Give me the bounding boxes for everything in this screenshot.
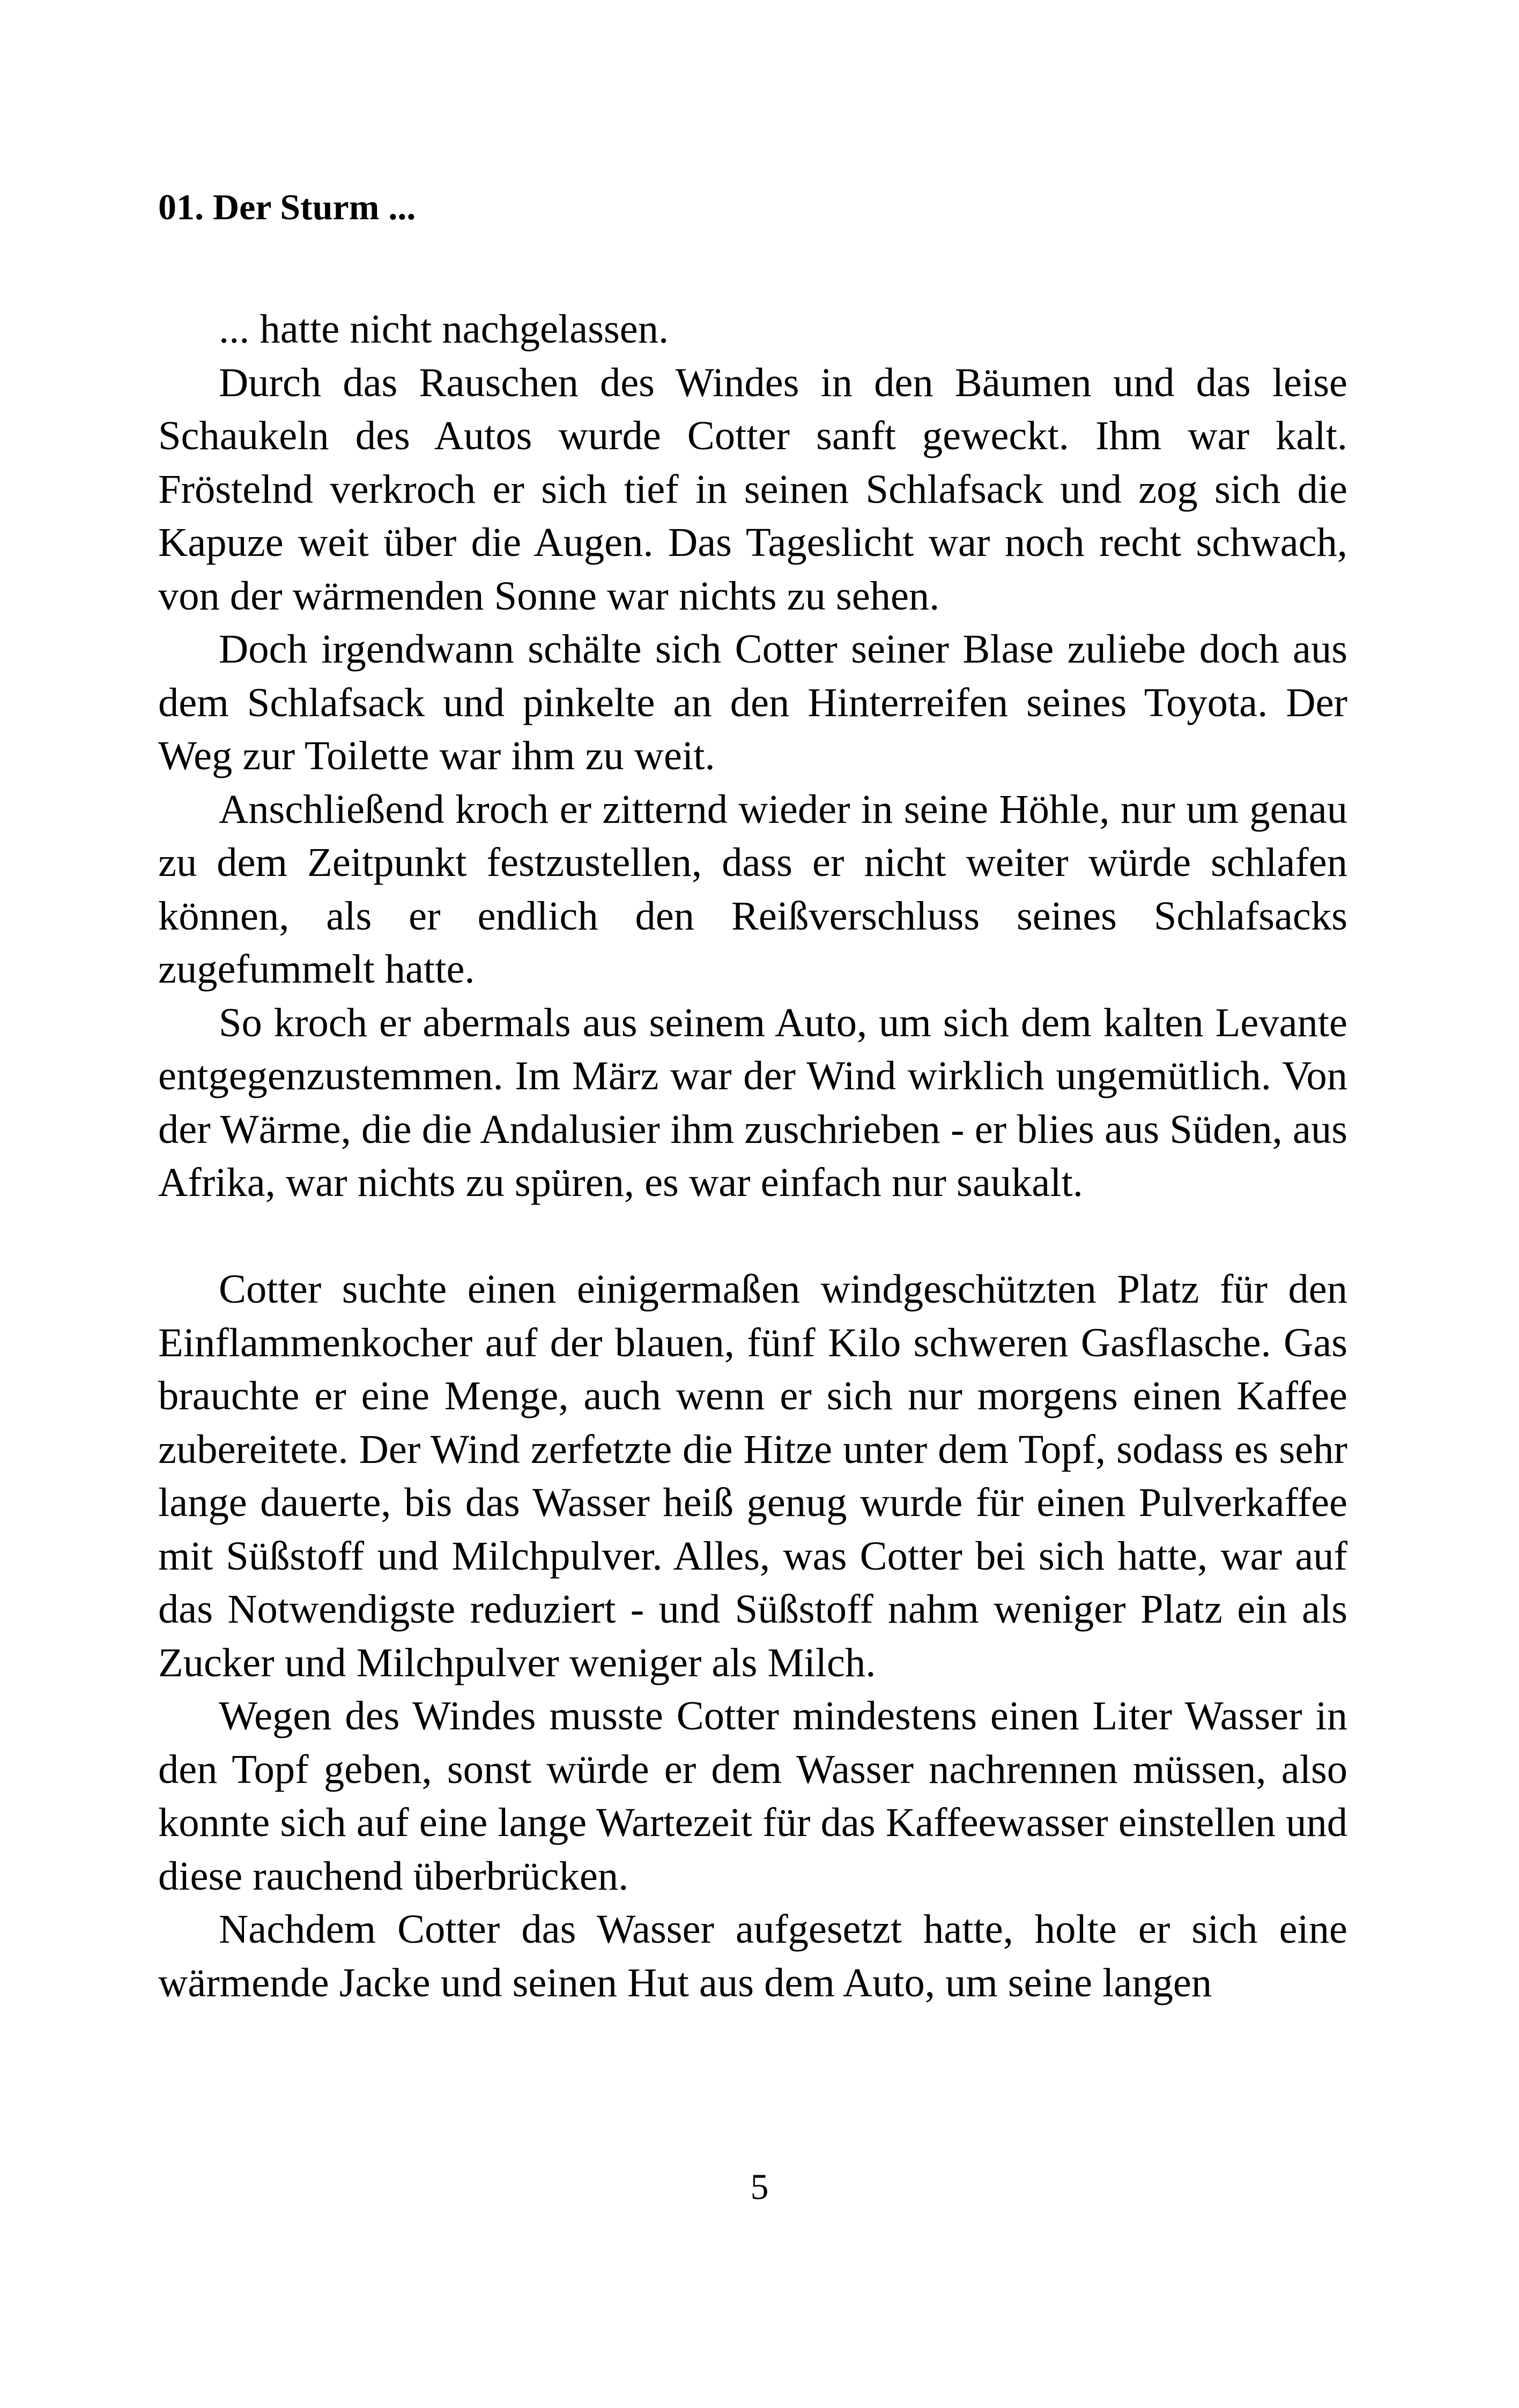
paragraph: ... hatte nicht nachgelassen.	[219, 306, 669, 352]
body-text	[158, 302, 1347, 2009]
paragraph: Nachdem Cotter das Wasser aufgesetzt hatte, holte er sich eine wärmende Jacke und seinen Hut aus dem Auto, um seine langen	[158, 1906, 1347, 2005]
paragraph: Cotter suchte einen einigermaßen windgeschützten Platz für den Einflammenkocher auf der blauen, fünf Kilo schweren Gasflasche. Gas brauchte er eine Menge, auch wenn er sich nur morgens einen Kaffee zubereitete. Der Wind zerfetzte die Hitze unter dem Topf, sodass es sehr lange dauerte, bis das Wasser heiß genug wurde für einen Pulverkaffee mit Süßstoff und Milchpulver. Alles, was Cotter bei sich hatte, war auf das Notwendigste reduziert - und Süßstoff nahm weniger Platz ein als Zucker und Milchpulver weniger als Milch.	[158, 1266, 1347, 1685]
paragraph: Wegen des Windes musste Cotter mindestens einen Liter Wasser in den Topf geben, sonst würde er dem Wasser nachrennen müssen, also konnte sich auf eine lange Wartezeit für das Kaffeewasser einstellen und diese rauchend überbrücken.	[158, 1693, 1347, 1899]
paragraph: Anschließend kroch er zitternd wieder in seine Höhle, nur um genau zu dem Zeitpunkt festzustellen, dass er nicht weiter würde schlafen können, als er endlich den Reißverschluss seines Schlafsacks zugefummelt hatte.	[158, 786, 1347, 992]
chapter-title: 01. Der Sturm ...	[158, 187, 416, 227]
paragraph: So kroch er abermals aus seinem Auto, um sich dem kalten Levante entgegenzustemmen. Im März war der Wind wirklich ungemütlich. Von der Wärme, die die Andalusier ihm zuschrieben - er blies aus Süden, aus Afrika, war nichts zu spüren, es war einfach nur saukalt.	[158, 999, 1347, 1205]
paragraph: Durch das Rauschen des Windes in den Bäumen und das leise Schaukeln des Autos wurde Cotter sanft geweckt. Ihm war kalt. Fröstelnd verkroch er sich tief in seinen Schlafsack und zog sich die Kapuze weit über die Augen. Das Tageslicht war noch recht schwach, von der wärmenden Sonne war nichts zu sehen.	[158, 359, 1347, 619]
paragraph: Doch irgendwann schälte sich Cotter seiner Blase zuliebe doch aus dem Schlafsack und pinkelte an den Hinterreifen seines Toyota. Der Weg zur Toilette war ihm zu weit.	[158, 626, 1347, 778]
page-number: 5	[750, 2166, 769, 2207]
section-break	[158, 1209, 1347, 1263]
